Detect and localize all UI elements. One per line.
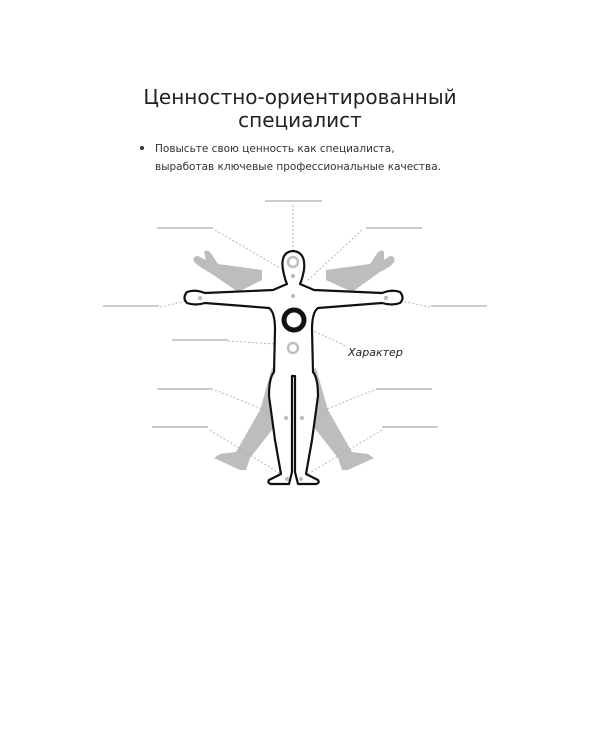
ghost-arm-left (194, 251, 263, 293)
marker-neck (291, 294, 295, 298)
marker-left-hand (198, 296, 202, 300)
marker-right-hand (384, 296, 388, 300)
bullet-item-line-1: Повысьте свою ценность как специалиста, (155, 143, 395, 155)
page-title-line-1: Ценностно-ориентированный (143, 85, 457, 109)
marker-right-foot (299, 477, 303, 481)
character-label: Характер (348, 346, 403, 359)
marker-left-foot (285, 477, 289, 481)
bullet-item-line-2: выработав ключевые профессиональные качества. (155, 161, 442, 173)
page-title-line-2: специалист (238, 108, 362, 132)
body-outline (185, 251, 403, 484)
marker-left-knee (284, 416, 288, 420)
leader-line-upper-left (215, 230, 280, 268)
ghost-arm-right (326, 251, 395, 293)
marker-right-knee (300, 416, 304, 420)
marker-chin (291, 274, 295, 278)
